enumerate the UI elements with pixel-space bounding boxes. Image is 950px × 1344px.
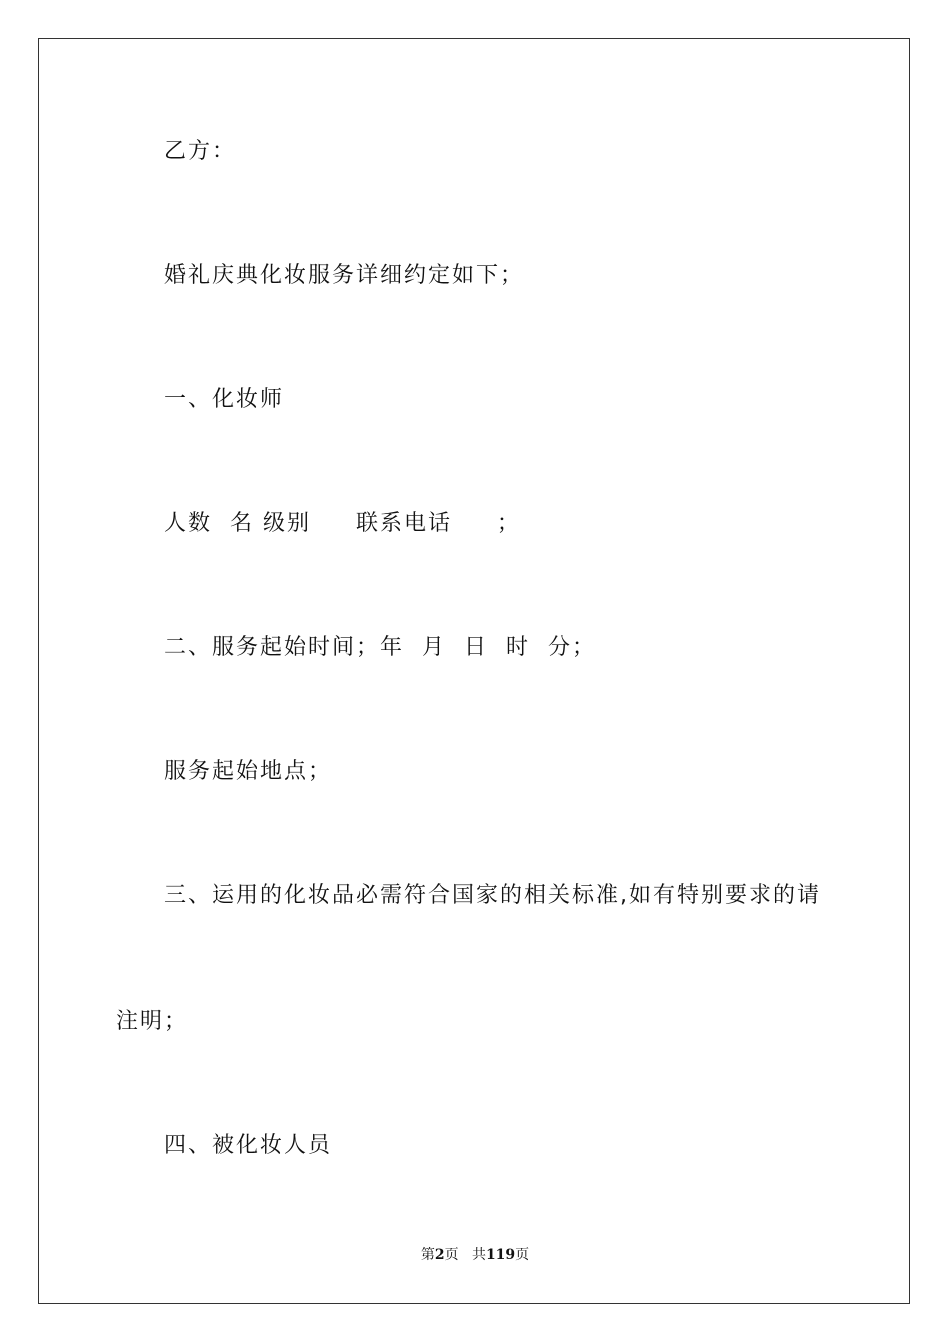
section-four-heading: 四、被化妆人员 bbox=[164, 1133, 333, 1158]
section-two-start-time: 二、服务起始时间；年 月 日 时 分； bbox=[164, 635, 596, 660]
total-pages: 119 bbox=[485, 1247, 516, 1263]
section-three-continuation: 注明； bbox=[116, 1009, 189, 1034]
page-frame bbox=[38, 38, 910, 1304]
makeup-artist-details-line: 人数 名 级别 联系电话 ； bbox=[164, 511, 521, 536]
section-one-heading: 一、化妆师 bbox=[164, 387, 285, 412]
page-prefix: 第 bbox=[420, 1247, 435, 1263]
page-suffix: 页 bbox=[444, 1247, 459, 1263]
service-intro-line: 婚礼庆典化妆服务详细约定如下； bbox=[164, 263, 525, 288]
page-footer bbox=[0, 1246, 950, 1264]
total-suffix: 页 bbox=[515, 1247, 530, 1263]
page-number: 2 bbox=[434, 1247, 445, 1263]
section-three-cosmetics: 三、运用的化妆品必需符合国家的相关标准,如有特别要求的请 bbox=[164, 883, 821, 908]
service-location-line: 服务起始地点； bbox=[164, 759, 333, 784]
party-b-line: 乙方： bbox=[164, 139, 237, 164]
total-prefix: 共 bbox=[471, 1247, 486, 1263]
